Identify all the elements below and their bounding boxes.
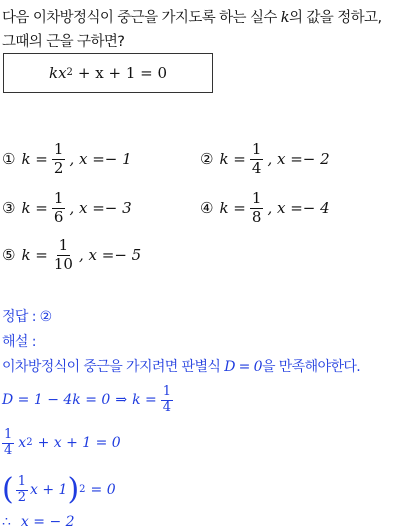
question-line-2: 그때의 근을 구하면? [2,34,125,50]
fraction-denominator: 8 [251,207,262,226]
option-k-label: k = [21,246,48,264]
implies-arrow: ⇒ [115,392,128,408]
explanation-text-pre: 이차방정식이 중근을 가지려면 판별식 [2,359,221,375]
step2-variable: x [18,435,27,451]
option-number: ② [200,150,214,168]
fraction-denominator: 4 [162,399,172,415]
option-x-value: , x =− 2 [267,150,330,168]
option-1[interactable] [2,139,132,179]
option-k-fraction [250,190,264,226]
option-k-label: k = [21,199,48,217]
inner-expression: x + 1 [30,482,68,498]
fraction-numerator: 1 [58,236,69,255]
fraction-denominator: 2 [53,158,64,177]
option-k-label: k = [219,199,246,217]
k-label: k = [132,392,157,408]
option-5[interactable] [2,235,141,275]
fraction-denominator: 6 [53,207,64,226]
k-fraction [161,385,173,416]
step2-rest: + x + 1 = 0 [37,435,121,451]
option-k-label: k = [21,150,48,168]
solution-step-4 [2,512,75,532]
question-text-pre: 다음 이차방정식이 중근을 가지도록 하는 실수 [2,10,277,26]
fraction-denominator: 10 [53,254,73,273]
explanation-label: 해설 : [2,334,36,350]
explanation-text-post: 을 만족해야한다. [261,359,361,375]
equation-rest: + x + 1 = 0 [77,64,168,82]
discriminant-equation: D = 1 − 4k = 0 [2,392,111,408]
option-k-fraction [52,190,66,226]
question-variable: k [280,10,289,26]
equation-box: kx 2 + x + 1 = 0 [3,53,213,93]
option-3[interactable] [2,188,132,228]
fraction-denominator: 4 [4,442,13,458]
option-number: ③ [2,199,16,217]
fraction-denominator: 4 [251,158,262,177]
fraction-numerator: 1 [251,189,262,208]
option-k-fraction [52,141,66,177]
fraction-numerator: 1 [4,426,13,442]
fraction-denominator: 2 [17,489,26,505]
fraction-numerator: 1 [162,383,172,399]
step3-rest: = 0 [90,482,116,498]
inner-fraction [16,475,28,506]
fraction-numerator: 1 [251,140,262,159]
option-x-value: , x =− 5 [78,246,142,264]
solution-step-3: ( $\frac{1}{2}$ x + 1 ) 2 = 0 [2,472,116,507]
option-k-fraction [52,237,75,273]
option-4[interactable] [200,188,330,228]
option-x-value: , x =− 1 [69,150,132,168]
fraction-numerator: 1 [17,473,26,489]
final-root: x = − 2 [20,514,75,530]
option-k-fraction [250,141,264,177]
question-text-post: 의 값을 정하고, [288,10,382,26]
solution-step-2: $\frac{1}{4}$ x 2 + x + 1 = 0 [4,426,121,458]
option-x-value: , x =− 4 [267,199,330,217]
question-line-1 [2,6,381,27]
option-2[interactable] [200,139,330,179]
fraction-numerator: 1 [53,189,64,208]
therefore-symbol: ∴ [2,514,11,530]
coefficient-fraction [2,428,14,459]
option-number: ⑤ [2,246,16,264]
left-paren: ( [2,472,14,507]
option-number: ① [2,150,16,168]
right-paren: ) [67,472,80,507]
solution-step-1 [2,382,177,418]
fraction-numerator: 1 [53,140,64,159]
option-x-value: , x =− 3 [69,199,132,217]
discriminant-condition: D = 0 [224,359,262,375]
answer-line: 정답 : ② [2,309,52,325]
equation-lhs: kx [48,64,67,82]
option-number: ④ [200,199,214,217]
option-k-label: k = [219,150,246,168]
explanation-sentence [2,356,360,376]
